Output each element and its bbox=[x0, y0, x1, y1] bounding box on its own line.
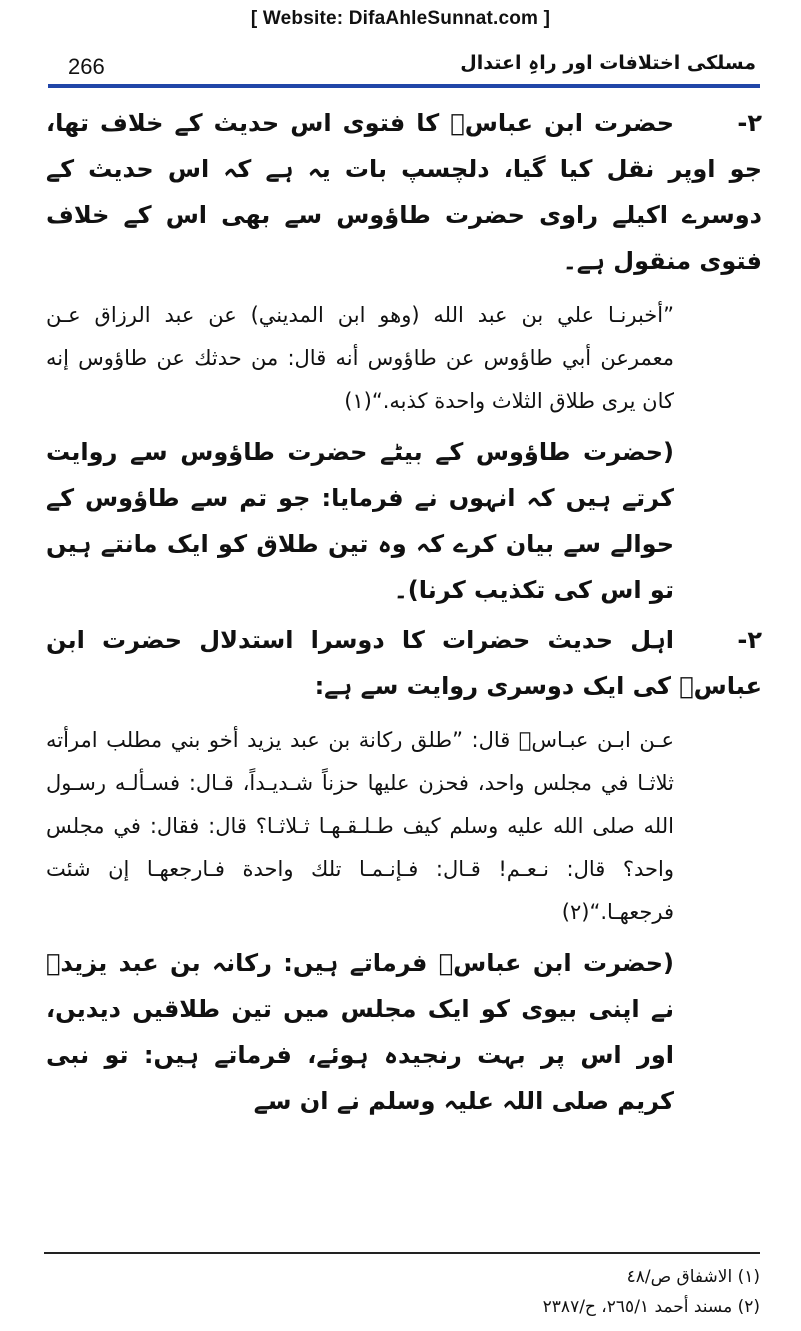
footnote-1: (١) الاشفاق ص/٤٨ bbox=[626, 1267, 760, 1287]
urdu-translation-2: (حضرت ابن عباسؓ فرماتے ہیں: رکانہ بن عبد یزیدؓ نے اپنی بیوی کو ایک مجلس میں تین طلاقیں دیدیں، اور اس پر بہت رنجیدہ ہوئے، فرماتے ہیں: تو نبی کریم صلی اللہ علیہ وسلم نے ان سے bbox=[46, 949, 674, 1115]
paragraph-1 bbox=[46, 100, 762, 284]
urdu-translation-1: (حضرت طاؤوس کے بیٹے حضرت طاؤوس سے روایت کرتے ہیں کہ انہوں نے فرمایا: جو تم سے طاؤوس کے حوالے سے بیان کرے کہ وہ تین طلاق کو ایک مانتے ہیں تو اس کی تکذیب کرنا)۔ bbox=[46, 438, 674, 604]
page-number: 266 bbox=[68, 54, 105, 79]
page-header bbox=[50, 52, 760, 86]
paragraph-2 bbox=[46, 617, 762, 709]
website-banner: [ Website: DifaAhleSunnat.com ] bbox=[250, 8, 551, 29]
paragraph-2-number: ۲- bbox=[737, 626, 762, 654]
paragraph-2-text: اہل حدیث حضرات کا دوسرا استدلال حضرت ابن عباسؓ کی ایک دوسری روایت سے ہے: bbox=[46, 626, 762, 700]
footnote-2: (٢) مسند أحمد ٢٦٥/١، ح/٢٣٨٧ bbox=[542, 1297, 760, 1317]
paragraph-1-text: حضرت ابن عباسؓ کا فتوی اس حدیث کے خلاف تھا، جو اوپر نقل کیا گیا، دلچسپ بات یہ ہے کہ اس حدیث کے دوسرے اکیلے راوی حضرت طاؤوس سے بھی اس کے خلاف فتوی منقول ہے۔ bbox=[46, 109, 762, 275]
footnotes bbox=[44, 1262, 760, 1322]
footnote-rule bbox=[44, 1252, 760, 1254]
main-content bbox=[46, 100, 762, 1124]
header-rule bbox=[48, 84, 760, 88]
running-title: مسلکی اختلافات اور راہِ اعتدال bbox=[460, 52, 756, 74]
arabic-quote-1: ”أخبرنـا علي بن عبد الله (وهو ابن المديني) عن عبد الرزاق عـن معمرعن أبي طاؤوس عن طاؤوس أنه قال: من حدثك عن طاؤوس إنه كان يرى طلاق الثلاث واحدة كذبه.“(١) bbox=[46, 303, 674, 413]
paragraph-1-number: ۲- bbox=[737, 109, 762, 137]
arabic-quote-2: عـن ابـن عبـاسؓ قال: ”طلق ركانة بن عبد يزيد أخو بني مطلب امرأته ثلاثـا في مجلس واحد، فحزن عليها حزناً شـديـداً، قـال: فسـألـه رسـول الله صلى الله عليه وسلم كيف طـلـقـهـا ثـلاثـا؟ قال: فقال: في مجلس واحد؟ قال: نـعـم! قـال: فـإنـمـا تلك واحدة فـارجعهـا إن شئت فرجعهـا.“(٢) bbox=[46, 728, 674, 924]
